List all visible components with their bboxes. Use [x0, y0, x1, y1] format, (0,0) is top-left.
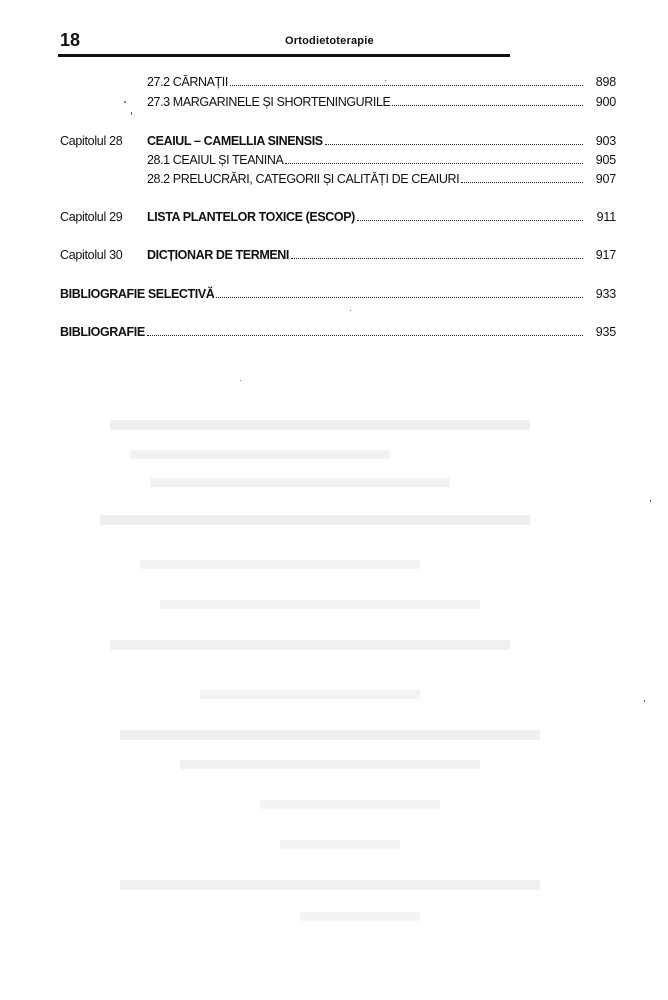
toc-page-number: 917 [595, 248, 616, 262]
toc-entry [60, 72, 616, 90]
toc-page-number: 898 [595, 75, 616, 89]
toc-page-number: 935 [595, 325, 616, 339]
toc-entry [60, 150, 616, 168]
toc-leader [461, 181, 583, 183]
toc-title: 27.3 MARGARINELE ȘI SHORTENINGURILE [147, 95, 391, 109]
toc-leader [216, 296, 583, 298]
toc-title: LISTA PLANTELOR TOXICE (ESCOP) [147, 210, 355, 224]
toc-title: BIBLIOGRAFIE SELECTIVĂ [60, 287, 215, 301]
toc-title: CEAIUL – CAMELLIA SINENSIS [147, 134, 323, 148]
toc-entry [60, 245, 616, 263]
toc-page-number: 907 [595, 172, 616, 186]
toc-entry [60, 131, 616, 149]
toc-page-number: 911 [596, 210, 616, 224]
header-rule [58, 54, 510, 57]
toc-title: 28.1 CEAIUL ȘI TEANINA [147, 153, 284, 167]
toc-entry [60, 284, 616, 302]
toc-entry [60, 207, 616, 225]
toc-chapter-label: Capitolul 29 [60, 210, 123, 224]
scan-speck [131, 112, 132, 115]
toc-page-number: 900 [595, 95, 616, 109]
toc-title: DICȚIONAR DE TERMENI [147, 248, 290, 262]
toc-title: 28.2 PRELUCRĂRI, CATEGORII ȘI CALITĂȚI DE CEAIURI [147, 172, 460, 186]
toc-leader [392, 104, 583, 106]
toc-leader [147, 334, 583, 336]
scan-speck [385, 80, 386, 81]
toc-chapter-label: Capitolul 28 [60, 134, 123, 148]
toc-leader [325, 143, 583, 145]
toc-page-number: 905 [595, 153, 616, 167]
scan-speck [240, 380, 241, 381]
page-number: 18 [60, 30, 81, 50]
toc-entry [60, 169, 616, 187]
scan-speck [644, 700, 645, 702]
toc-leader [230, 84, 583, 86]
scan-speck [350, 310, 351, 311]
toc-entry [60, 322, 616, 340]
toc-title: BIBLIOGRAFIE [60, 325, 145, 339]
toc-title: 27.2 CĂRNAȚII [147, 75, 228, 89]
toc-leader [357, 219, 583, 221]
toc-chapter-label: Capitolul 30 [60, 248, 123, 262]
toc-page-number: 903 [595, 134, 616, 148]
scan-speck [650, 500, 651, 502]
toc-entry [60, 92, 616, 110]
toc-leader [291, 257, 583, 259]
toc-leader [285, 162, 583, 164]
toc-page-number: 933 [595, 287, 616, 301]
scan-speck [124, 101, 126, 103]
running-title: Ortodietoterapie [285, 35, 374, 47]
